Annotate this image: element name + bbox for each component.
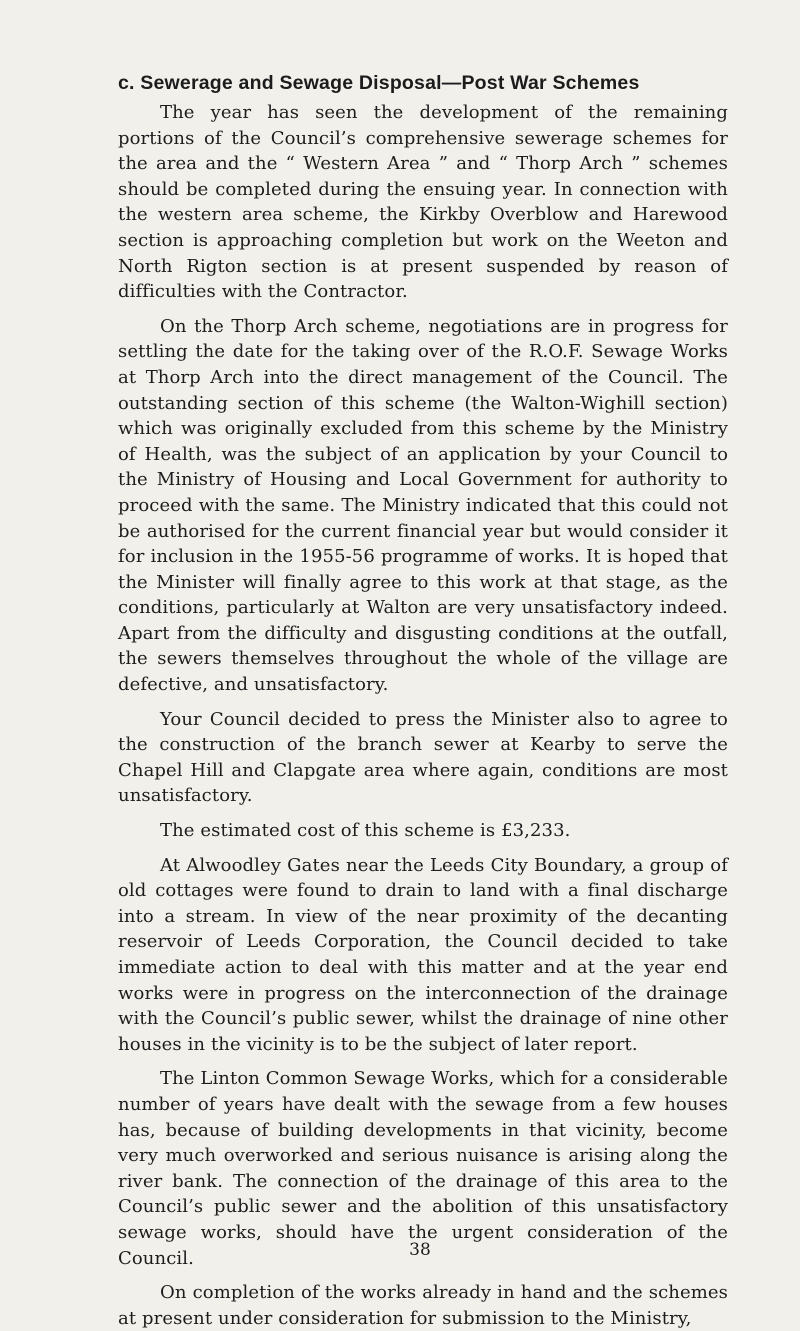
paragraph-kearby-branch-sewer: Your Council decided to press the Minister also to agree to the construction of the branch sewer at Kearby to serve the Chapel Hill and Clapgate area where again, conditions are most unsatisfactory. <box>118 708 728 807</box>
paragraph-estimated-cost: The estimated cost of this scheme is £3,233. <box>160 820 571 842</box>
paragraph-alwoodley-gates: At Alwoodley Gates near the Leeds City Boundary, a group of old cottages were found to drain to land with a final discharge into a stream. In view of the near proximity of the decanting reservoir of Leeds Corporation, the Council decided to take immediate action to deal with this matter and at the year end works were in progress on the interconnection of the drainage with the Council’s public sewer, whilst the drainage of nine other houses in the vicinity is to be the subject of later report. <box>118 854 728 1055</box>
section-heading: c. Sewerage and Sewage Disposal—Post War Schemes <box>118 72 640 94</box>
paragraph-linton-common: The Linton Common Sewage Works, which for a considerable number of years have dealt with the sewage from a few houses has, because of building developments in that vicinity, become very much overworked and serious nuisance is arising along the river bank. The connection of the drainage of this area to the Council’s public sewer and the abolition of this unsatisfactory sewage works, should have the urgent consideration of the Council. <box>118 1068 728 1269</box>
page-number: 38 <box>409 1240 431 1260</box>
paragraph-western-area: The year has seen the development of the remaining portions of the Council’s comprehensive sewerage schemes for the area and the “ Western Area ” and “ Thorp Arch ” schemes should be completed during the ensuing year. In connection with the western area scheme, the Kirkby Overblow and Harewood section is approaching completion but work on the Weeton and North Rigton section is at present suspended by reason of difficulties with the Contractor. <box>118 102 728 303</box>
paragraph-completion: On completion of the works already in hand and the schemes at present under consideration for submission to the Ministry, <box>118 1282 728 1329</box>
paragraph-thorp-arch: On the Thorp Arch scheme, negotiations are in progress for settling the date for the taking over of the R.O.F. Sewage Works at Thorp Arch into the direct management of the Council. The outstanding section of this scheme (the Walton-Wighill section) which was originally excluded from this scheme by the Ministry of Health, was the subject of an application by your Council to the Ministry of Housing and Local Government for authority to proceed with the same. The Ministry indicated that this could not be authorised for the current financial year but would consider it for inclusion in the 1955-56 programme of works. It is hoped that the Minister will finally agree to this work at that stage, as the conditions, particularly at Walton are very unsatisfactory indeed. Apart from the difficulty and disgusting conditions at the outfall, the sewers themselves throughout the whole of the village are defective, and unsatisfactory. <box>118 315 728 696</box>
